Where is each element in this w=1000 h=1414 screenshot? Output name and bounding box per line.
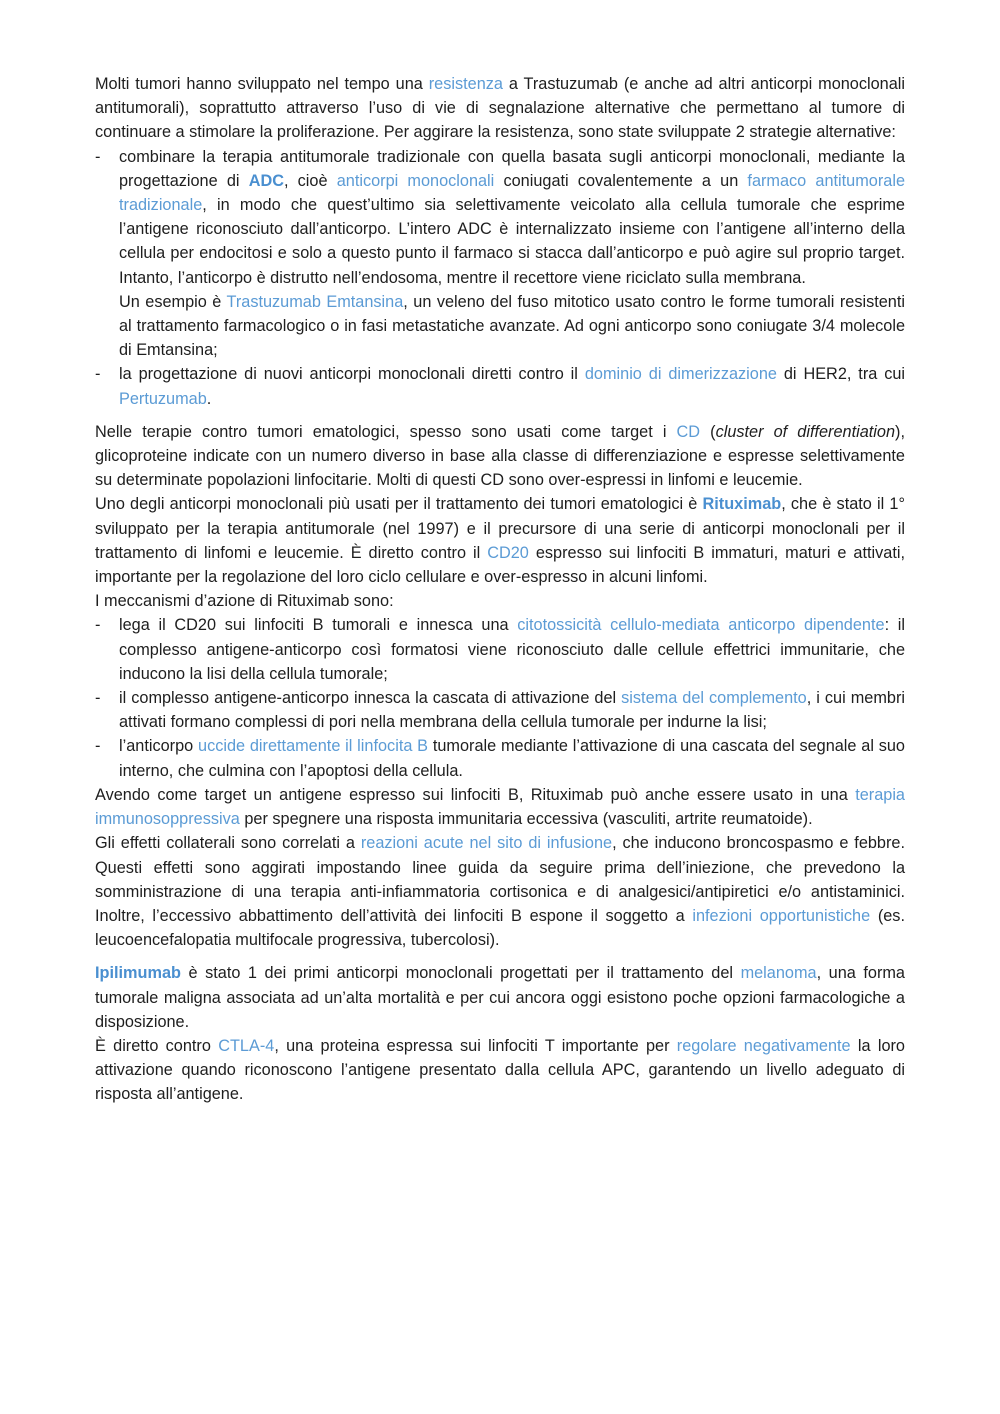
text: a Trastuzumab (e anche ad altri anticorpi monoclonali antitumorali), soprattutto attraverso l’uso di vie di segnalazione alternative che permettano al tumore di continuare a stimolare la proliferazione. Per aggirare la resistenza, sono state sviluppate 2 strategie alternative: <box>95 75 906 142</box>
list-item <box>95 145 905 363</box>
highlight-term: resistenza <box>428 75 503 93</box>
text: ( <box>710 422 716 441</box>
text: , che inducono broncospasmo e febbre. Questi effetti sono aggirati impostando linee guida da seguire prima dell’iniezione, che prevedono la somministrazione di una terapia anti-infiammatoria cortisonica e di analgesici/antipiretici e/o antistaminici. Inoltre, l’eccessivo abbattimento dell’attività dei linfociti B espone il soggetto a <box>95 834 905 925</box>
text: Molti tumori hanno sviluppato nel tempo una <box>95 75 423 93</box>
text: . <box>206 389 212 408</box>
text: , un veleno del fuso mitotico usato contro le forme tumorali resistenti al trattamento farmacologico o in fasi metastatiche avanzate. Ad ogni anticorpo sono coniugate 3/4 molecole di Emtansina; <box>119 292 905 360</box>
highlight-term: regolare negativamente <box>676 1036 851 1055</box>
highlight-term: uccide direttamente il linfocita B <box>198 737 429 756</box>
paragraph-ctla4 <box>95 1034 905 1107</box>
mechanism-list <box>95 613 905 782</box>
highlight-term: Pertuzumab <box>119 389 207 408</box>
highlight-term-bold: ADC <box>248 171 284 190</box>
text: , cioè <box>283 171 328 190</box>
italic-text: cluster of differentiation <box>715 422 896 441</box>
text: tumorale mediante l’attivazione di una cascata del segnale al suo interno, che culmina con l’apoptosi della cellula. <box>119 737 905 780</box>
text: la loro attivazione quando riconoscono l’antigene presentato dalla cellula APC, garantendo un livello adeguato di risposta all’antigene. <box>95 1036 905 1104</box>
text: Gli effetti collaterali sono correlati a <box>95 834 355 853</box>
text: per spegnere una risposta immunitaria eccessiva (vasculiti, artrite reumatoide). <box>244 810 813 829</box>
text: I meccanismi d’azione di Rituximab sono: <box>95 592 394 611</box>
text: la progettazione di nuovi anticorpi monoclonali diretti contro il <box>119 365 578 384</box>
text: coniugati covalentemente a un <box>503 171 739 190</box>
paragraph-rituximab <box>95 492 905 589</box>
highlight-term: CD <box>676 422 701 441</box>
example-line <box>119 290 905 363</box>
paragraph-mechanisms-intro <box>95 589 905 613</box>
paragraph-immunosuppressive <box>95 783 905 831</box>
paragraph-ipilimumab <box>95 961 905 1034</box>
highlight-term: reazioni acute nel sito di infusione <box>360 834 613 853</box>
text: Un esempio è <box>119 292 222 311</box>
highlight-term: sistema del complemento <box>621 689 807 708</box>
text: ), glicoproteine indicate con un numero diverso in base alla classe di differenziazione e espresse selettivamente su determinate popolazioni linfocitarie. Molti di questi CD sono over-espressi in linfomi e leucemie. <box>95 422 905 490</box>
text: Uno degli anticorpi monoclonali più usati per il trattamento dei tumori ematologici è <box>95 495 698 514</box>
text: , una proteina espressa sui linfociti T importante per <box>274 1036 670 1055</box>
highlight-term-bold: Rituximab <box>702 495 782 514</box>
highlight-term: citotossicità cellulo-mediata anticorpo dipendente <box>517 616 885 635</box>
list-item <box>95 686 905 734</box>
paragraph-resistance <box>95 72 905 145</box>
text: lega il CD20 sui linfociti B tumorali e innesca una <box>119 616 509 635</box>
list-item <box>95 734 905 782</box>
highlight-term: anticorpi monoclonali <box>336 171 495 190</box>
text: combinare la terapia antitumorale tradizionale con quella basata sugli anticorpi monoclonali, mediante la progettazione di <box>119 147 905 190</box>
text: È diretto contro <box>95 1036 211 1055</box>
text: il complesso antigene-anticorpo innesca la cascata di attivazione del <box>119 689 617 708</box>
text: , una forma tumorale maligna associata ad un’alta mortalità e per cui ancora oggi esistono poche opzioni farmacologiche a disposizione. <box>95 964 905 1031</box>
text: Avendo come target un antigene espresso sui linfociti B, Rituximab può anche essere usato in una <box>95 785 848 804</box>
list-item <box>95 613 905 686</box>
text: , che è stato il 1° sviluppato per la terapia antitumorale (nel 1997) e il precursore di una serie di anticorpi monoclonali per il trattamento di linfomi e leucemie. È diretto contro il <box>95 495 905 562</box>
highlight-term: CTLA-4 <box>218 1036 275 1055</box>
text: (es. leucoencefalopatia multifocale progressiva, tubercolosi). <box>95 906 905 950</box>
highlight-term: melanoma <box>740 964 817 983</box>
text: : il complesso antigene-anticorpo così formatosi viene riconosciuto dalle cellule effettrici immunitarie, che inducono la lisi della cellula tumorale; <box>119 616 906 683</box>
highlight-term: farmaco antitumorale tradizionale <box>119 171 905 215</box>
text: è stato 1 dei primi anticorpi monoclonali progettati per il trattamento del <box>188 964 734 983</box>
highlight-term: dominio di dimerizzazione <box>584 365 777 384</box>
paragraph-side-effects <box>95 831 905 952</box>
highlight-term: Trastuzumab Emtansina <box>226 292 404 311</box>
text: , in modo che quest’ultimo sia selettivamente veicolato alla cellula tumorale che esprime l’antigene riconosciuto dall’anticorpo. L’intero ADC è internalizzato insieme con l’antigene all’interno della cellula per endocitosi e solo a questo punto il farmaco si stacca dall’anticorpo e può agire sul proprio target. Intanto, l’anticorpo è distrutto nell’endosoma, mentre il recettore viene riciclato sulla membrana. <box>119 196 905 287</box>
highlight-term: CD20 <box>487 543 529 562</box>
strategy-list <box>95 145 905 411</box>
text: l’anticorpo <box>119 737 194 756</box>
paragraph-cd <box>95 420 905 493</box>
text: espresso sui linfociti B immaturi, maturi e attivati, importante per la regolazione del loro ciclo cellulare e over-espresso in alcuni linfomi. <box>95 543 905 587</box>
text: Nelle terapie contro tumori ematologici, spesso sono usati come target i <box>95 422 667 441</box>
list-item <box>95 362 905 410</box>
highlight-term: infezioni opportunistiche <box>692 906 871 925</box>
highlight-term-bold: Ipilimumab <box>95 964 181 983</box>
text: di HER2, tra cui <box>783 365 906 384</box>
highlight-term: terapia immunosoppressiva <box>95 785 905 829</box>
text: , i cui membri attivati formano complessi di pori nella membrana della cellula tumorale per indurne la lisi; <box>119 689 905 732</box>
